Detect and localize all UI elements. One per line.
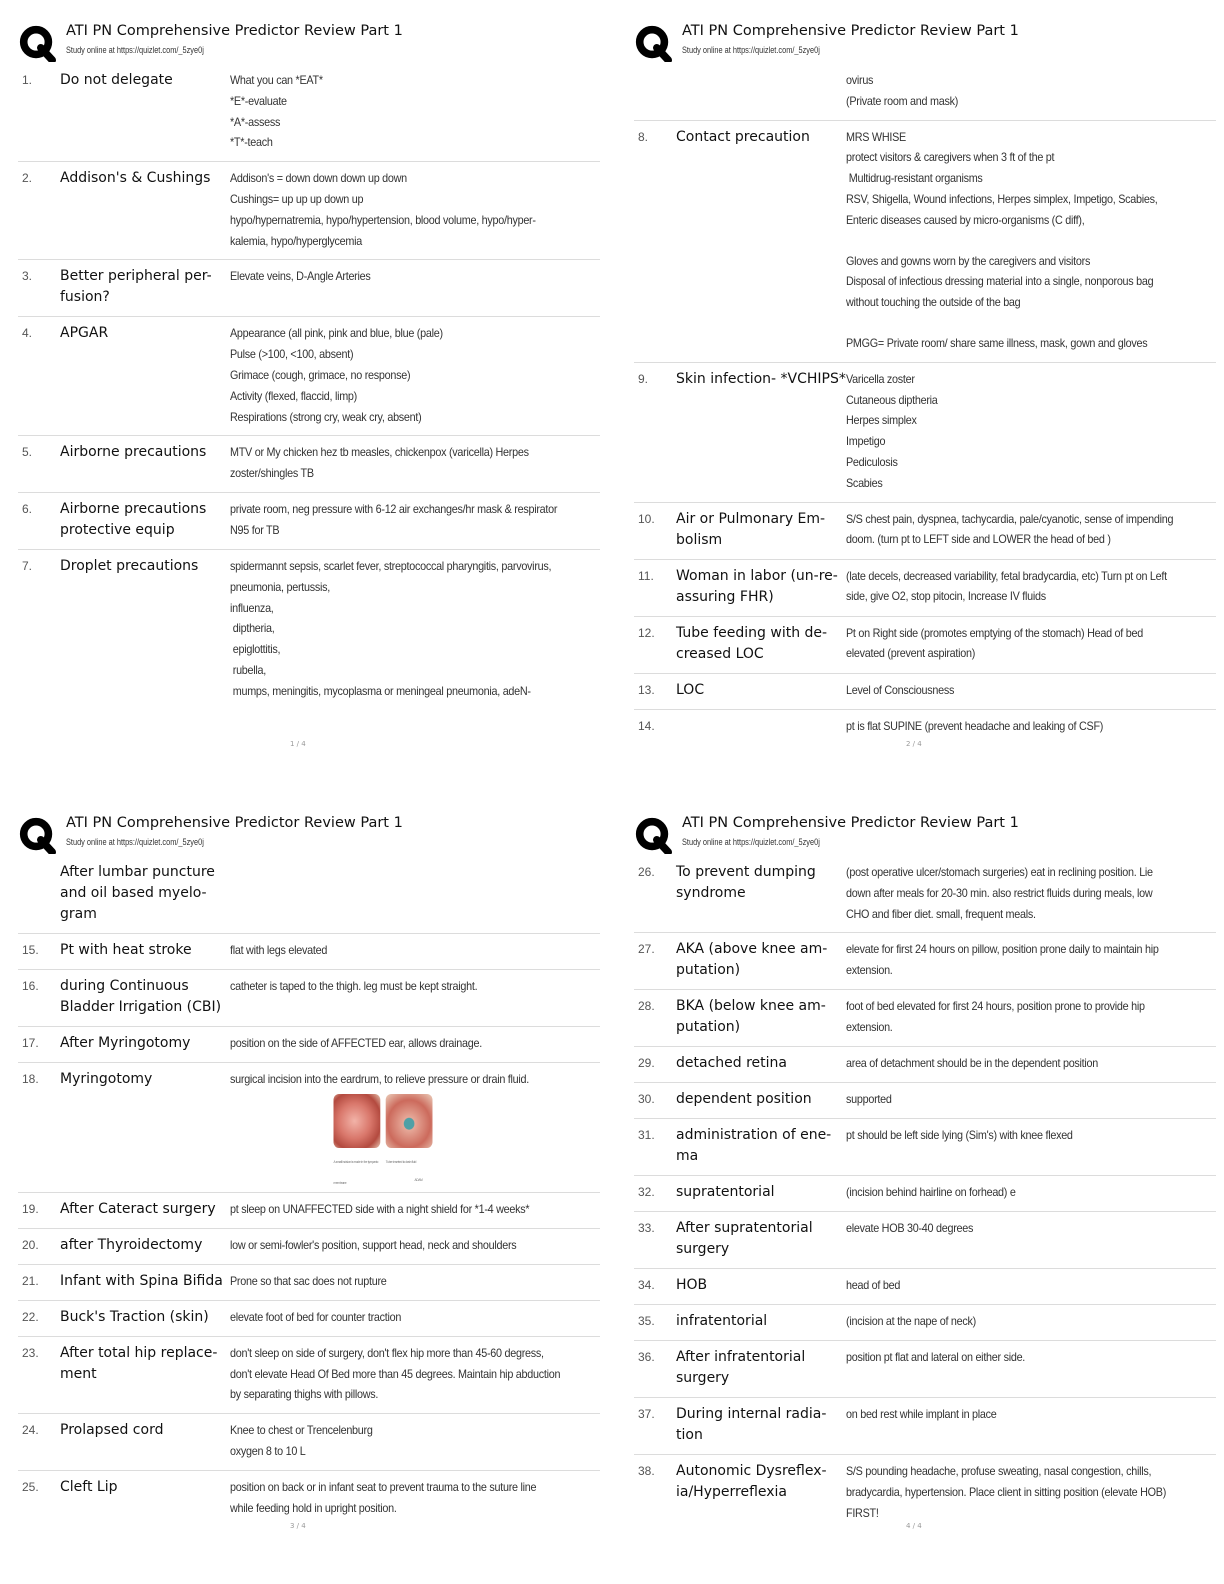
card-definition <box>230 1033 621 1054</box>
definition-line: CHO and fiber diet. small, frequent meals. <box>846 906 1036 921</box>
card-term: Pt with heat stroke <box>60 942 192 958</box>
document-page-1 <box>18 18 600 748</box>
flashcard-row <box>634 933 1216 990</box>
card-term: Skin infection- *VCHIPS* <box>676 370 846 387</box>
card-term: BKA (below knee am- putation) <box>676 998 826 1036</box>
flashcard-row <box>18 493 600 550</box>
card-definition <box>846 1089 1224 1110</box>
definition-line: Enteric diseases caused by micro-organisms (C diff), <box>846 212 1085 227</box>
flashcard-list <box>634 856 1216 1532</box>
flashcard-row <box>634 1212 1216 1269</box>
card-definition <box>230 323 621 427</box>
card-definition <box>230 168 621 251</box>
definition-line: Grimace (cough, grimace, no response) <box>230 367 411 382</box>
card-number: 23. <box>22 1345 39 1360</box>
card-term: administration of ene- ma <box>676 1127 832 1165</box>
card-term: After infratentorial surgery <box>676 1349 806 1387</box>
card-number: 27. <box>638 942 655 957</box>
definition-line: Prone so that sac does not rupture <box>230 1273 387 1288</box>
definition-line: zoster/shingles TB <box>230 466 314 481</box>
figure-caption: A small incision is made in the tympanic membrane <box>333 1159 379 1185</box>
card-number: 18. <box>22 1072 39 1086</box>
flashcard-row <box>634 1398 1216 1455</box>
card-term: Buck's Traction (skin) <box>60 1308 209 1325</box>
definition-line: position on the side of AFFECTED ear, allows drainage. <box>230 1036 482 1050</box>
definition-line: PMGG= Private room/ share same illness, mask, gown and gloves <box>846 335 1148 350</box>
definition-line: surgical incision into the eardrum, to relieve pressure or drain fluid. <box>230 1072 529 1086</box>
page-number: 2 / 4 <box>906 740 922 748</box>
card-term: Prolapsed cord <box>60 1422 164 1439</box>
definition-line: private room, neg pressure with 6-12 air exchanges/hr mask & respirator <box>230 501 558 516</box>
flashcard-row <box>634 1083 1216 1119</box>
flashcard-row <box>634 121 1216 363</box>
card-term: Air or Pulmonary Em- bolism <box>676 510 826 548</box>
page-header <box>634 18 1216 64</box>
card-number: 10. <box>638 511 655 526</box>
card-number: 19. <box>22 1201 39 1216</box>
definition-line: Pulse (>100, <100, absent) <box>230 347 354 362</box>
definition-line: down after meals for 20-30 min. also restrict fluids during meals, low <box>846 885 1153 900</box>
card-term: detached retina <box>676 1055 787 1072</box>
card-definition <box>846 1347 1224 1389</box>
card-definition <box>230 1477 621 1519</box>
card-term: LOC <box>676 681 705 698</box>
card-number: 34. <box>638 1278 655 1293</box>
definition-line: doom. (turn pt to LEFT side and LOWER the head of bed ) <box>846 532 1111 547</box>
card-definition <box>846 1182 1224 1203</box>
flashcard-row <box>18 1301 600 1337</box>
flashcard-row <box>634 560 1216 617</box>
page-number: 1 / 4 <box>290 740 306 748</box>
definition-line: Knee to chest or Trencelenburg <box>230 1423 373 1438</box>
definition-line: (incision at the nape of neck) <box>846 1314 976 1329</box>
card-definition <box>230 940 621 961</box>
definition-line: (Private room and mask) <box>846 93 959 108</box>
definition-line: Impetigo <box>846 434 886 449</box>
card-definition <box>846 996 1224 1038</box>
definition-line: position pt flat and lateral on either side. <box>846 1350 1026 1365</box>
card-term: During internal radia- tion <box>676 1406 827 1444</box>
definition-line: pt sleep on UNAFFECTED side with a night shield for *1-4 weeks* <box>230 1201 530 1216</box>
card-term: After Cateract surgery <box>60 1200 216 1217</box>
figure-credit: ADAM <box>414 1177 423 1182</box>
page-header <box>18 810 600 856</box>
flashcard-list <box>18 934 600 1526</box>
flashcard-row <box>634 856 1216 933</box>
definition-line: Appearance (all pink, pink and blue, blue (pale) <box>230 326 443 341</box>
document-title: ATI PN Comprehensive Predictor Review Part 1 <box>66 815 403 831</box>
card-term: supratentorial <box>676 1184 775 1201</box>
definition-line: Gloves and gowns worn by the caregivers and visitors <box>846 253 1091 268</box>
definition-line: area of detachment should be in the dependent position <box>846 1056 1099 1071</box>
flashcard-row <box>18 260 600 317</box>
definition-line: hypo/hypernatremia, hypo/hypertension, blood volume, hypo/hyper- <box>230 212 536 227</box>
definition-line: *A*-assess <box>230 114 281 129</box>
definition-line: while feeding hold in upright position. <box>230 1500 397 1515</box>
definition-line: bradycardia, hypertension. Place client in sitting position (elevate HOB) <box>846 1485 1167 1500</box>
definition-line: elevated (prevent aspiration) <box>846 646 976 661</box>
card-definition <box>846 369 1224 494</box>
flashcard-row <box>18 162 600 260</box>
card-definition <box>846 1218 1224 1260</box>
definition-line: position on back or in infant seat to prevent trauma to the suture line <box>230 1479 537 1494</box>
card-definition <box>846 716 1224 737</box>
definition-line: (post operative ulcer/stomach surgeries) eat in reclining position. Lie <box>846 865 1153 879</box>
definition-line: Level of Consciousness <box>846 682 955 697</box>
continued-definition-row <box>634 64 1216 121</box>
card-number: 32. <box>638 1185 655 1200</box>
card-term: Cleft Lip <box>60 1478 118 1495</box>
definition-line: by separating thighs with pillows. <box>230 1387 379 1402</box>
definition-line: S/S pounding headache, profuse sweating, nasal congestion, chills, <box>846 1464 1152 1479</box>
flashcard-row <box>18 317 600 436</box>
definition-line: oxygen 8 to 10 L <box>230 1443 306 1458</box>
card-number: 14. <box>638 718 655 733</box>
card-term: Tube feeding with de- creased LOC <box>676 624 828 662</box>
definition-line: pneumonia, pertussis, <box>230 579 330 594</box>
card-term: dependent position <box>676 1091 812 1108</box>
definition-line: mumps, meningitis, mycoplasma or meningeal pneumonia, adeN- <box>230 683 531 698</box>
flashcard-row <box>18 1265 600 1301</box>
flashcard-row <box>18 970 600 1027</box>
card-term: Airborne precautions protective equip <box>60 500 207 538</box>
document-title: ATI PN Comprehensive Predictor Review Part 1 <box>682 815 1019 831</box>
card-definition <box>230 976 621 1018</box>
flashcard-row <box>634 503 1216 560</box>
document-page-3 <box>18 810 600 1530</box>
card-term: Contact precaution <box>676 128 810 145</box>
study-online-link[interactable]: Study online at https://quizlet.com/_5zye0j <box>66 837 204 847</box>
quizlet-logo-icon <box>634 816 672 854</box>
card-number: 24. <box>22 1423 39 1438</box>
definition-line: Pediculosis <box>846 454 898 469</box>
definition-line: Multidrug-resistant organisms <box>846 171 983 186</box>
card-term: Infant with Spina Bifida <box>60 1272 223 1289</box>
definition-line: elevate for first 24 hours on pillow, position prone daily to maintain hip <box>846 942 1159 957</box>
flashcard-row <box>634 674 1216 710</box>
definition-line: elevate HOB 30-40 degrees <box>846 1221 974 1236</box>
definition-line: diptheria, <box>230 621 275 636</box>
definition-line: RSV, Shigella, Wound infections, Herpes simplex, Impetigo, Scabies, <box>846 191 1158 206</box>
card-definition <box>230 1069 621 1184</box>
definition-line: What you can *EAT* <box>230 73 323 87</box>
card-number: 25. <box>22 1479 39 1494</box>
card-number: 29. <box>638 1056 655 1071</box>
flashcard-row <box>18 934 600 970</box>
flashcard-row <box>634 1047 1216 1083</box>
card-definition <box>846 1461 1224 1523</box>
definition-line: Activity (flexed, flaccid, limp) <box>230 388 357 403</box>
card-number: 20. <box>22 1237 39 1252</box>
flashcard-row <box>634 1176 1216 1212</box>
card-number: 21. <box>22 1273 39 1288</box>
card-term: After Myringotomy <box>60 1035 191 1051</box>
page-header <box>634 810 1216 856</box>
continued-term: After lumbar puncture and oil based myelo- gram <box>60 864 215 922</box>
definition-line: (late decels, decreased variability, fetal bradycardia, etc) Turn pt on Left <box>846 568 1167 583</box>
study-online-link[interactable]: Study online at https://quizlet.com/_5zye0j <box>682 837 820 847</box>
card-number: 37. <box>638 1407 655 1422</box>
card-number: 33. <box>638 1221 655 1236</box>
card-definition <box>846 566 1224 608</box>
document-title: ATI PN Comprehensive Predictor Review Part 1 <box>682 23 1019 39</box>
card-number: 12. <box>638 625 655 640</box>
card-number: 26. <box>638 865 655 879</box>
card-number: 13. <box>638 682 655 697</box>
definition-line: epiglottitis, <box>230 642 281 657</box>
card-definition <box>230 1420 621 1462</box>
card-definition <box>846 1404 1224 1446</box>
study-online-link[interactable]: Study online at https://quizlet.com/_5zye0j <box>66 45 204 55</box>
card-number: 1. <box>22 73 33 87</box>
definition-line <box>846 313 1224 333</box>
card-number: 17. <box>22 1036 39 1050</box>
card-term <box>676 716 846 737</box>
definition-line: Respirations (strong cry, weak cry, absent) <box>230 409 422 424</box>
flashcard-row <box>18 1471 600 1527</box>
definition-line: on bed rest while implant in place <box>846 1407 997 1422</box>
card-number: 8. <box>638 129 649 144</box>
page-number: 4 / 4 <box>906 1522 922 1530</box>
definition-line: without touching the outside of the bag <box>846 295 1021 310</box>
card-number: 7. <box>22 558 33 573</box>
flashcard-row <box>634 1305 1216 1341</box>
flashcard-row <box>634 1341 1216 1398</box>
card-definition <box>846 1125 1224 1167</box>
flashcard-row <box>18 1414 600 1471</box>
card-term: After supratentorial surgery <box>676 1220 813 1258</box>
card-number: 28. <box>638 999 655 1014</box>
card-number: 5. <box>22 445 33 460</box>
definition-line: pt is flat SUPINE (prevent headache and leaking of CSF) <box>846 718 1104 733</box>
flashcard-row <box>18 1229 600 1265</box>
definition-line: MRS WHISE <box>846 129 906 144</box>
card-number: 31. <box>638 1128 655 1143</box>
card-term: Airborne precautions <box>60 444 207 461</box>
definition-line: low or semi-fowler's position, support head, neck and shoulders <box>230 1237 517 1252</box>
definition-line: pt should be left side lying (Sim's) with knee flexed <box>846 1128 1073 1143</box>
card-term: Myringotomy <box>60 1071 153 1087</box>
card-definition <box>230 499 621 541</box>
card-term: infratentorial <box>676 1313 768 1330</box>
card-number: 2. <box>22 171 33 186</box>
card-term: Do not delegate <box>60 72 173 88</box>
card-term: After total hip replace- ment <box>60 1344 218 1382</box>
definition-line: extension. <box>846 1020 893 1035</box>
card-definition <box>846 1053 1224 1074</box>
flashcard-row <box>634 1269 1216 1305</box>
flashcard-row <box>634 990 1216 1047</box>
definition-line: Varicella zoster <box>846 371 915 386</box>
card-term: during Continuous Bladder Irrigation (CBI) <box>60 978 222 1015</box>
card-definition <box>230 442 621 484</box>
definition-line: Disposal of infectious dressing material into a single, nonporous bag <box>846 274 1154 289</box>
card-number: 15. <box>22 943 39 957</box>
page-header <box>18 18 600 64</box>
card-definition <box>846 862 1224 924</box>
card-number: 22. <box>22 1309 39 1324</box>
flashcard-row <box>18 550 600 710</box>
definition-line: Pt on Right side (promotes emptying of the stomach) Head of bed <box>846 625 1143 640</box>
card-term: after Thyroidectomy <box>60 1236 203 1253</box>
flashcard-list <box>18 64 600 710</box>
definition-line: Scabies <box>846 475 883 490</box>
definition-line: S/S chest pain, dyspnea, tachycardia, pale/cyanotic, sense of impending <box>846 511 1174 526</box>
flashcard-row <box>18 436 600 493</box>
definition-line: rubella, <box>230 662 267 677</box>
document-title: ATI PN Comprehensive Predictor Review Part 1 <box>66 23 403 39</box>
definition-line: kalemia, hypo/hyperglycemia <box>230 233 362 248</box>
quizlet-logo-icon <box>18 816 56 854</box>
flashcard-row <box>634 710 1216 745</box>
flashcard-row <box>634 1455 1216 1531</box>
card-number: 9. <box>638 371 649 386</box>
flashcard-row <box>634 617 1216 674</box>
card-number: 4. <box>22 326 33 341</box>
definition-line: spidermannt sepsis, scarlet fever, streptococcal pharyngitis, parvovirus, <box>230 558 552 573</box>
card-term: Better peripheral per- fusion? <box>60 268 212 306</box>
eardrum-incision-image <box>334 1094 381 1148</box>
card-definition <box>846 127 1224 354</box>
document-page-4 <box>634 810 1216 1532</box>
card-term: To prevent dumping syndrome <box>676 864 816 901</box>
definition-line: ovirus <box>846 73 874 87</box>
flashcard-row <box>634 1119 1216 1176</box>
continued-term-row <box>18 856 600 934</box>
definition-line: head of bed <box>846 1278 901 1293</box>
definition-line: MTV or My chicken hez tb measles, chickenpox (varicella) Herpes <box>230 445 529 460</box>
quizlet-logo-icon <box>18 24 56 62</box>
card-definition <box>230 1271 621 1292</box>
definition-line: don't elevate Head Of Bed more than 45 degrees. Maintain hip abduction <box>230 1366 561 1381</box>
card-term: APGAR <box>60 325 109 342</box>
flashcard-row <box>634 363 1216 503</box>
card-term: HOB <box>676 1277 708 1294</box>
definition-line: elevate foot of bed for counter traction <box>230 1309 402 1324</box>
card-number: 16. <box>22 979 39 993</box>
card-term: Addison's & Cushings <box>60 170 211 187</box>
card-definition <box>846 1311 1224 1332</box>
definition-line: *E*-evaluate <box>230 93 287 108</box>
definition-line: Cushings= up up up down up <box>230 191 364 206</box>
definition-line: don't sleep on side of surgery, don't flex hip more than 45-60 degress, <box>230 1345 544 1360</box>
definition-line: (incision behind hairline on forhead) e <box>846 1185 1016 1200</box>
card-definition <box>846 680 1224 701</box>
definition-line: FIRST! <box>846 1505 879 1520</box>
definition-line: catheter is taped to the thigh. leg must be kept straight. <box>230 979 478 993</box>
definition-line: influenza, <box>230 600 274 615</box>
card-definition <box>230 1199 621 1220</box>
card-number: 3. <box>22 269 33 284</box>
definition-line: Elevate veins, D-Angle Arteries <box>230 269 371 284</box>
card-definition <box>230 556 621 702</box>
flashcard-row <box>18 1337 600 1414</box>
card-definition <box>230 1343 621 1405</box>
eardrum-tube-image <box>386 1094 433 1148</box>
card-definition <box>230 1307 621 1328</box>
definition-line <box>846 231 1224 251</box>
definition-line: supported <box>846 1092 892 1107</box>
definition-line: *T*-teach <box>230 135 273 150</box>
card-definition <box>846 623 1224 665</box>
definition-line: flat with legs elevated <box>230 943 328 957</box>
card-definition <box>230 70 621 153</box>
flashcard-row <box>18 1027 600 1063</box>
definition-line: side, give O2, stop pitocin, Increase IV fluids <box>846 589 1046 604</box>
definition-line: protect visitors & caregivers when 3 ft of the pt <box>846 150 1055 165</box>
card-number: 36. <box>638 1350 655 1365</box>
card-term: Autonomic Dysreflex- ia/Hyperreflexia <box>676 1463 827 1501</box>
card-term: AKA (above knee am- putation) <box>676 941 828 979</box>
card-number: 30. <box>638 1092 655 1107</box>
definition-line: extension. <box>846 963 893 978</box>
flashcard-list <box>634 121 1216 745</box>
card-definition <box>846 509 1224 551</box>
definition-line: Herpes simplex <box>846 413 917 428</box>
card-term: Droplet precautions <box>60 557 199 574</box>
definition-line: foot of bed elevated for first 24 hours, position prone to provide hip <box>846 999 1145 1014</box>
card-definition <box>230 1235 621 1256</box>
card-number: 35. <box>638 1314 655 1329</box>
page-number: 3 / 4 <box>290 1522 306 1530</box>
card-number: 38. <box>638 1464 655 1479</box>
card-number: 11. <box>638 568 654 583</box>
flashcard-row <box>18 1063 600 1193</box>
flashcard-row <box>18 1193 600 1229</box>
card-definition <box>230 266 621 308</box>
figure-caption: Tuber inserted to drain fluid <box>385 1159 417 1164</box>
continued-definition <box>846 70 1224 112</box>
card-definition <box>846 1275 1224 1296</box>
study-online-link[interactable]: Study online at https://quizlet.com/_5zye0j <box>682 45 820 55</box>
card-definition <box>846 939 1224 981</box>
flashcard-row <box>18 64 600 162</box>
definition-line: Addison's = down down down up down <box>230 171 407 186</box>
myringotomy-illustration <box>334 1094 621 1184</box>
quizlet-logo-icon <box>634 24 672 62</box>
definition-line: N95 for TB <box>230 522 280 537</box>
document-page-2 <box>634 18 1216 748</box>
card-number: 6. <box>22 501 33 516</box>
definition-line: Cutaneous diptheria <box>846 392 938 407</box>
card-term: Woman in labor (un-re- assuring FHR) <box>676 567 838 605</box>
